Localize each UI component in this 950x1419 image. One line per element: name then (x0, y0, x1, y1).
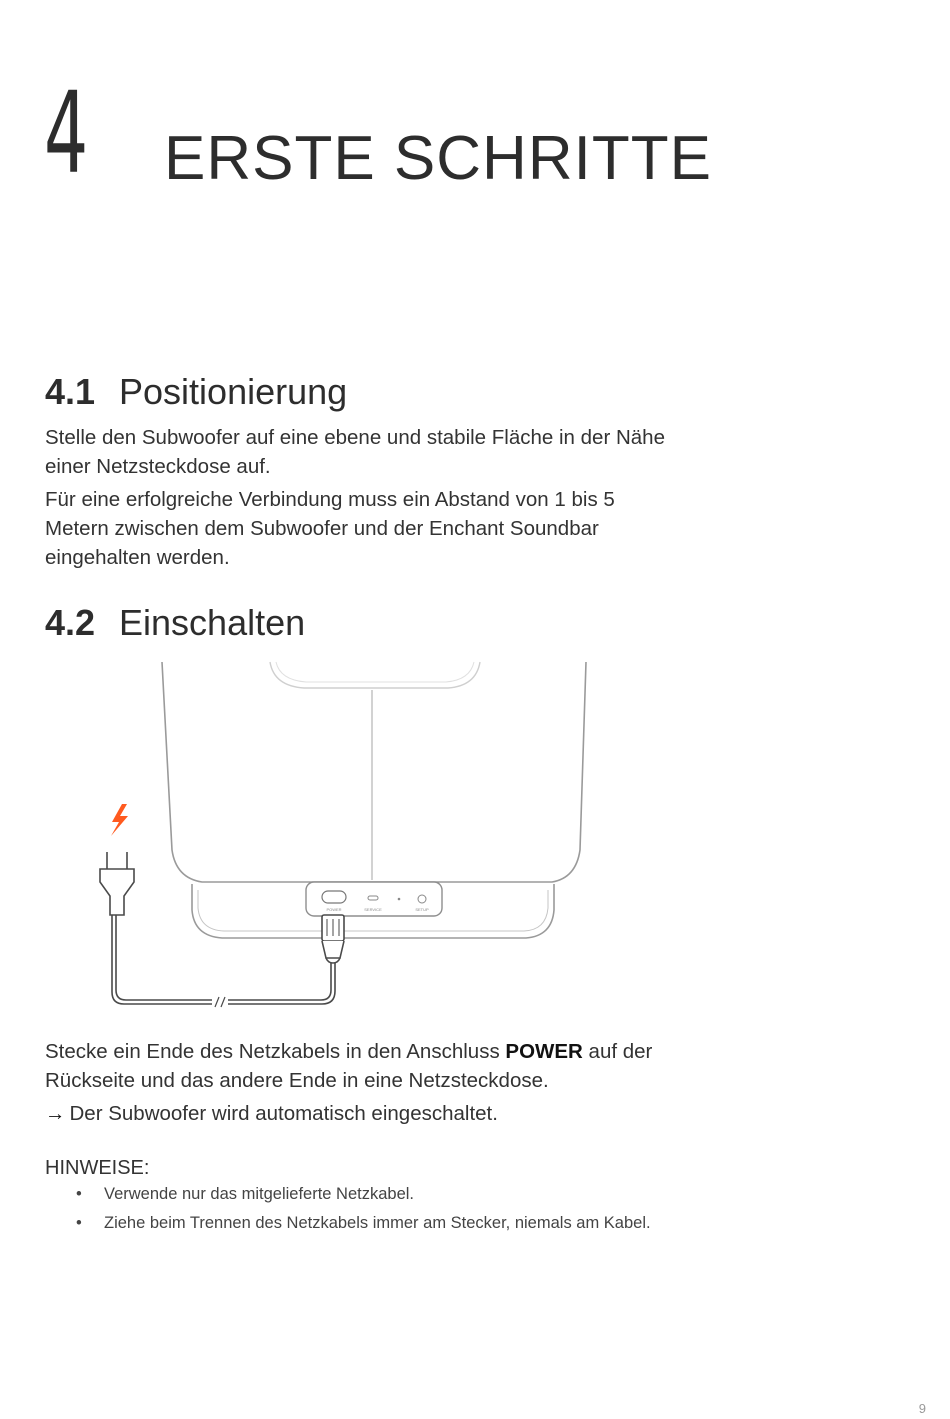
power-cable-connector (322, 915, 344, 963)
section-body-einschalten (45, 1037, 665, 1128)
page-number: 9 (918, 1401, 926, 1416)
note-text: Verwende nur das mitgelieferte Netzkabel. (104, 1185, 415, 1203)
notes-list (72, 1180, 672, 1237)
power-cable (112, 915, 335, 1007)
section-number: 4.1 (45, 371, 96, 412)
chapter-title: ERSTE SCHRITTE (164, 124, 712, 193)
list-item (72, 1209, 672, 1238)
result-text: Der Subwoofer wird automatisch eingeschaltet. (69, 1102, 498, 1125)
paragraph: Stelle den Subwoofer auf eine ebene und stabile Fläche in der Nähe einer Netzsteckdose auf. (45, 426, 665, 478)
section-title: Einschalten (119, 602, 306, 643)
connector-panel (306, 882, 442, 916)
section-body-positionierung (45, 423, 685, 572)
power-plug-icon (100, 852, 134, 915)
subwoofer-power-illustration (90, 660, 590, 1010)
section-heading-einschalten (45, 602, 306, 643)
section-number: 4.2 (45, 602, 96, 643)
paragraph: Für eine erfolgreiche Verbindung muss ein Abstand von 1 bis 5 Metern zwischen dem Subwoofer und der Enchant Soundbar eingehalten werden. (45, 488, 615, 569)
lightning-bolt-icon (111, 804, 128, 836)
port-label: SERVICE (364, 907, 382, 912)
arrow-icon: → (45, 1102, 66, 1125)
bullet-icon: • (76, 1213, 82, 1232)
note-text: Ziehe beim Trennen des Netzkabels immer am Stecker, niemals am Kabel. (104, 1213, 651, 1232)
port-label: POWER (326, 907, 342, 912)
instruction-text: Stecke ein Ende des Netzkabels in den Anschluss (45, 1040, 506, 1063)
result-paragraph (45, 1099, 665, 1128)
list-item (72, 1180, 672, 1209)
chapter-number: 4 (44, 69, 89, 199)
instruction-paragraph (45, 1037, 665, 1095)
power-port-name: POWER (505, 1040, 583, 1063)
section-heading-positionierung (45, 371, 348, 412)
instruction-text: auf der Rückseite und das andere Ende in eine Netzsteckdose. (45, 1040, 653, 1092)
port-label: SETUP (415, 907, 429, 912)
bullet-icon: • (76, 1185, 82, 1203)
notes-title: HINWEISE: (45, 1157, 150, 1179)
section-title: Positionierung (119, 371, 348, 412)
